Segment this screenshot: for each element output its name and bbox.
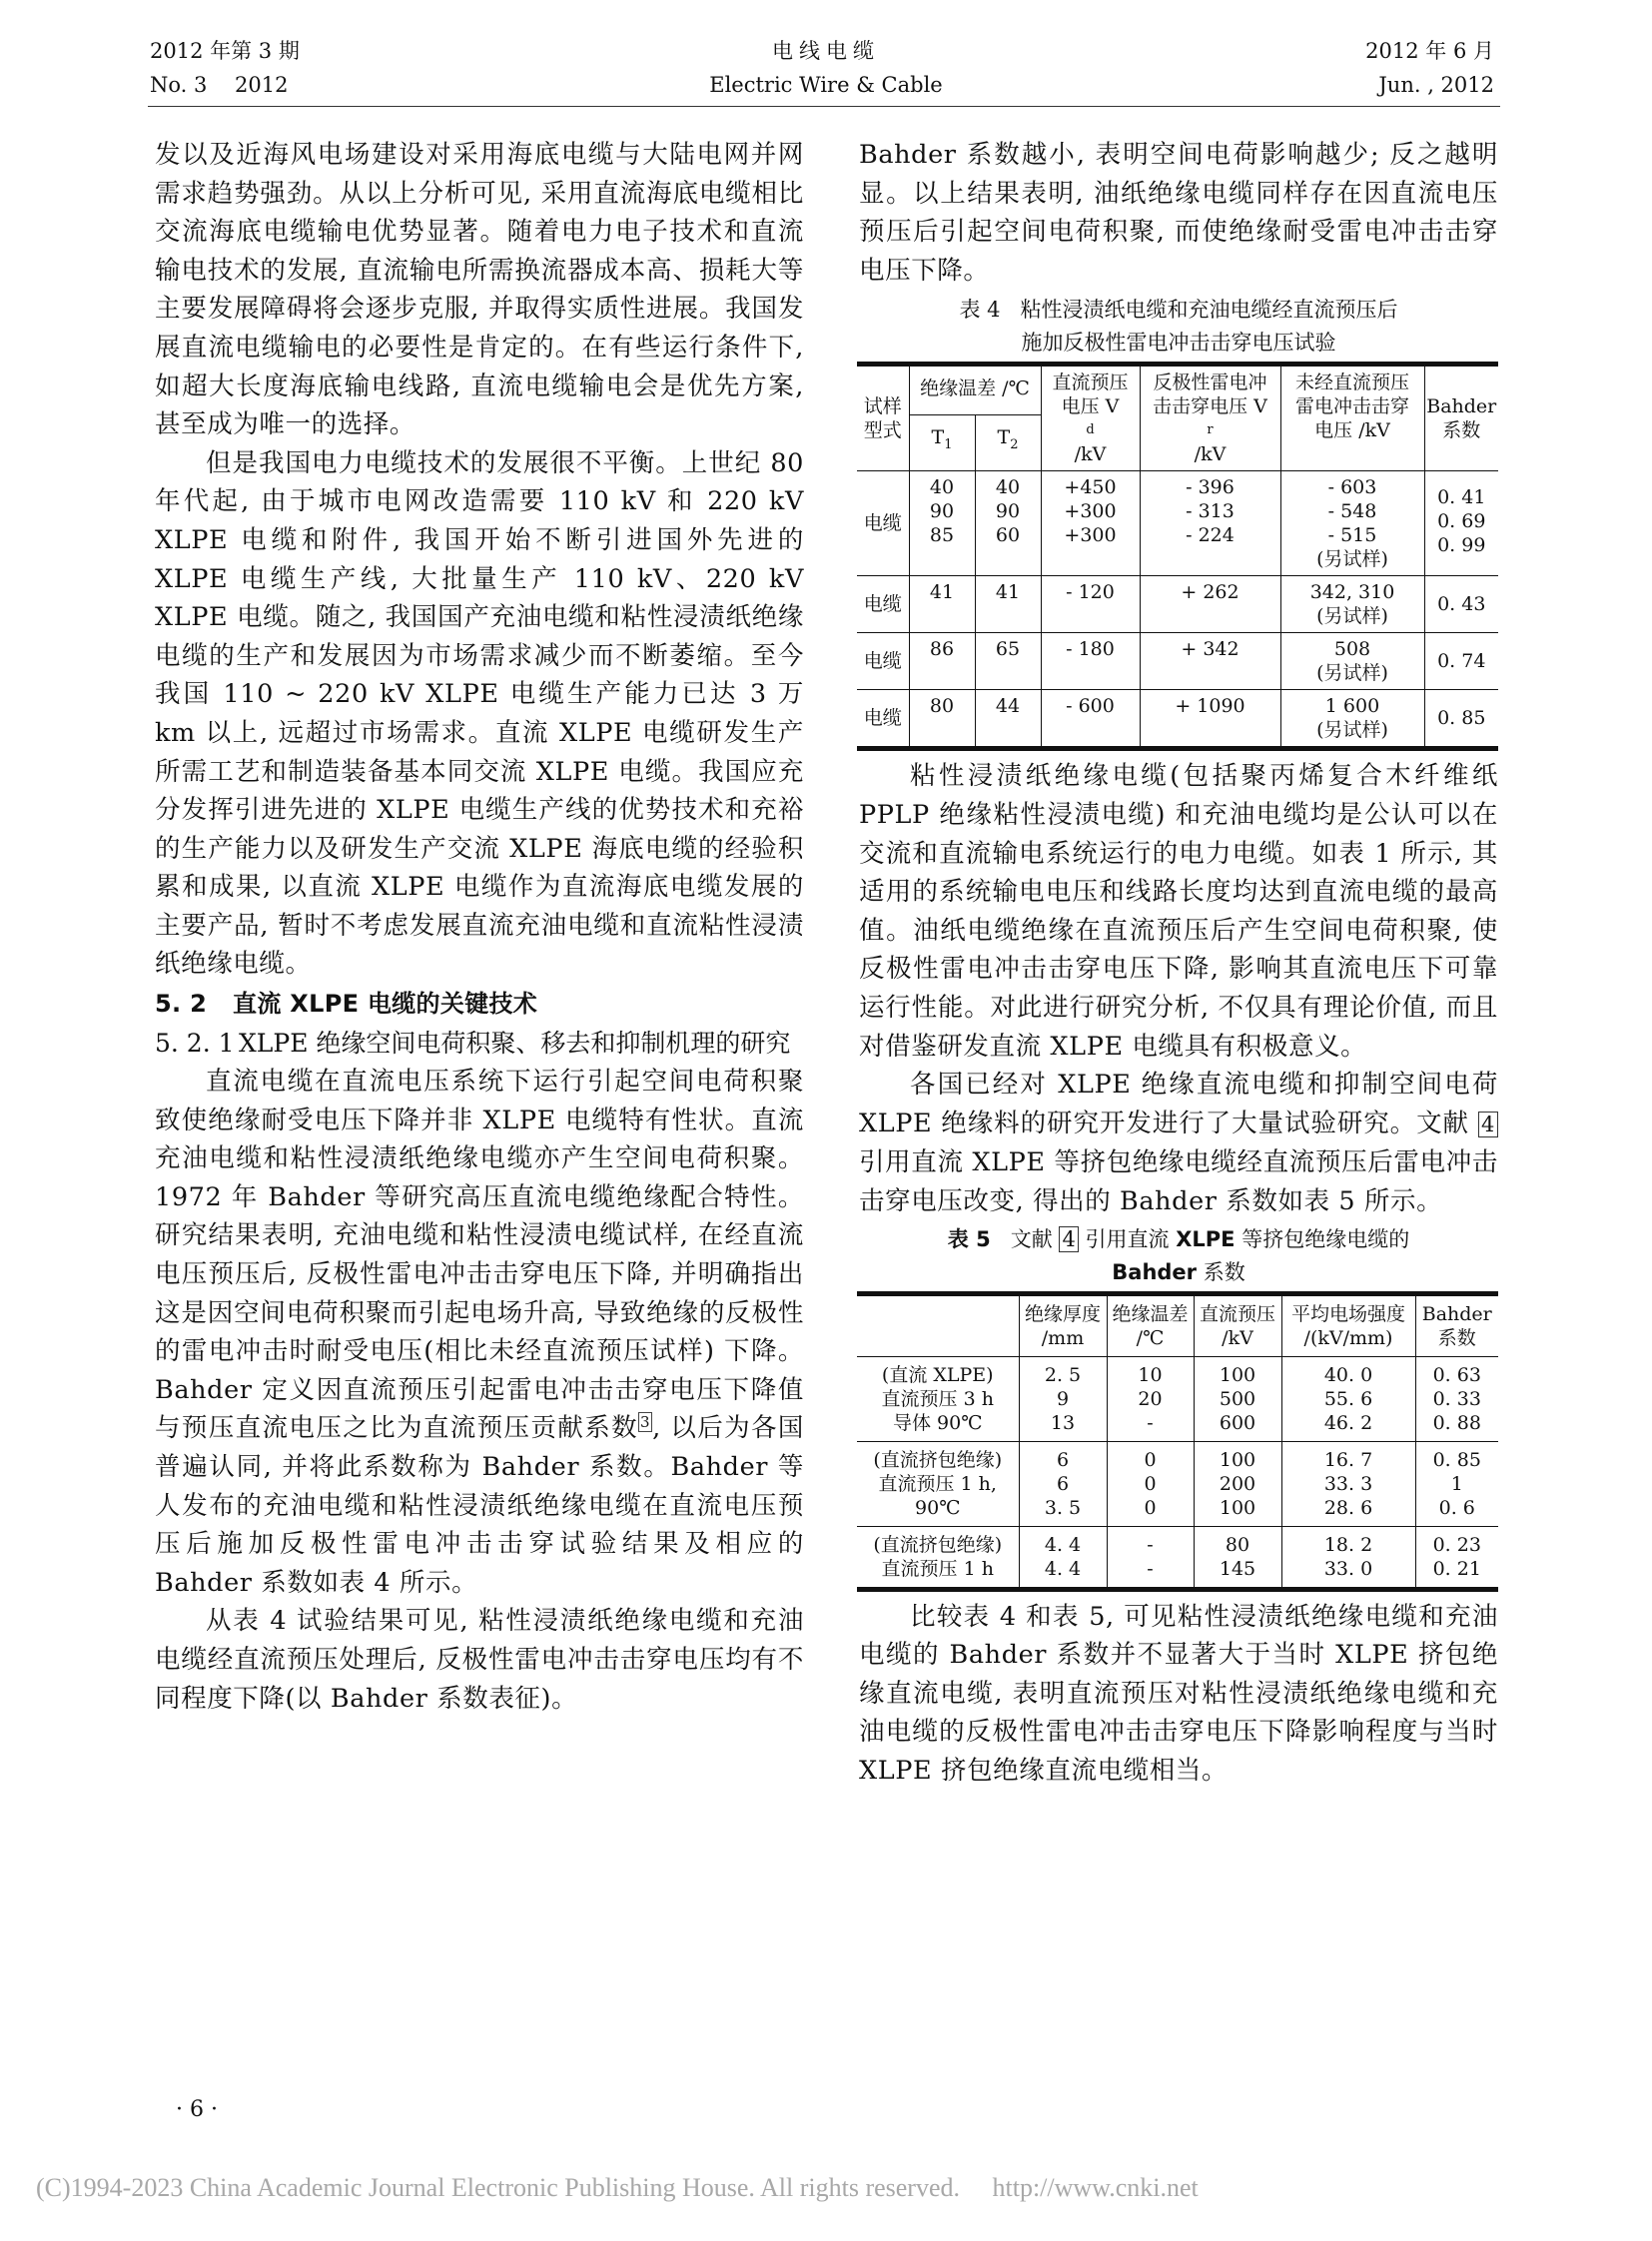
cell-value: 90 xyxy=(995,500,1021,523)
header-text: 系数 xyxy=(1437,1326,1476,1349)
cell-bahder xyxy=(1424,576,1498,633)
cell-t2 xyxy=(975,633,1041,690)
cell-value: 342, 310 xyxy=(1309,581,1395,604)
header-text: /kV xyxy=(1222,1326,1253,1349)
cell-value: (另试样) xyxy=(1316,548,1388,571)
header-text xyxy=(857,1326,1019,1350)
cell-value: 3. 5 xyxy=(1044,1496,1082,1519)
col-header-reverse-breakdown xyxy=(1140,365,1280,471)
table-5-body xyxy=(857,1356,1498,1589)
subsection-number: 5. 2. 1 xyxy=(155,1029,235,1059)
cell-value: 90 xyxy=(929,500,955,523)
cell-value: 6 xyxy=(1056,1448,1070,1471)
table-row xyxy=(857,576,1498,633)
paragraph: 发以及近海风电场建设对采用海底电缆与大陆电网并网需求趋势强劲。从以上分析可见, 采用直流海底电缆相比交流海底电缆输电优势显著。随着电力电子技术和直流输电技术的发展, 直流输电所需换流器成本高、损耗大等主要发展障碍将会逐步克服, 并取得实质性进展。我国发展直流电缆输电的必要性是肯定的。在有些运行条件下, 如超大长度海底输电线路, 直流电缆输电会是优先方案, 甚至成为唯一的选择。 xyxy=(155,140,804,440)
cell-value: 4. 4 xyxy=(1044,1533,1082,1556)
paragraph-text: 直流电缆在直流电压系统下运行引起空间电荷积聚致使绝缘耐受电压下降并非 XLPE 电缆特有性状。直流充油电缆和粘性浸渍纸绝缘电缆亦产生空间电荷积聚。1972 年 Bahder 等研究高压直流电缆绝缘配合特性。研究结果表明, 充油电缆和粘性浸渍电缆试样, 在经直流电压预压后, 反极性雷电冲击击穿电压下降, 并明确指出这是因空间电荷积聚而引起电场升高, 导致绝缘的反极性的雷电冲击时耐受电压(相比未经直流预压试样) 下降。Bahder 定义因直流预压引起雷电冲击击穿电压下降值与预压直流电压之比为直流预压贡献系数 xyxy=(155,1067,804,1444)
header-text: 直流预压 xyxy=(1052,372,1129,394)
cell-thickness xyxy=(1019,1441,1107,1526)
cell-value: 40 xyxy=(995,476,1021,499)
header-text: 雷电冲击击穿 xyxy=(1294,395,1409,418)
cell-field xyxy=(1281,1356,1415,1441)
col-header xyxy=(857,1293,1019,1356)
cell-thickness xyxy=(1019,1356,1107,1441)
paragraph-text: 各国已经对 XLPE 绝缘直流电缆和抑制空间电荷 XLPE 绝缘料的研究开发进行了大量试验研究。文献 xyxy=(859,1070,1498,1138)
cell-unpre xyxy=(1280,690,1424,749)
cell-value: 0 xyxy=(1144,1472,1157,1495)
cell-t2 xyxy=(975,471,1041,576)
cell-value: (直流 XLPE) xyxy=(881,1363,994,1386)
cell-unpre xyxy=(1280,576,1424,633)
cell-sample-type: 电缆 xyxy=(857,576,909,633)
header-text: 型式 xyxy=(863,419,902,442)
citation-ref[interactable]: 3 xyxy=(639,1412,651,1431)
table-row xyxy=(857,633,1498,690)
cell-t1 xyxy=(909,471,975,576)
table-row xyxy=(857,690,1498,749)
cell-value: - 313 xyxy=(1186,500,1235,523)
cell-value: 20 xyxy=(1138,1387,1163,1410)
cell-t2 xyxy=(975,576,1041,633)
table-5-caption xyxy=(859,1223,1498,1289)
cell-value: 0. 69 xyxy=(1437,510,1486,533)
cell-value: 41 xyxy=(995,581,1021,604)
section-title: 直流 XLPE 电缆的关键技术 xyxy=(233,990,538,1019)
cell-value: 0. 41 xyxy=(1437,486,1486,509)
running-header-right xyxy=(1365,34,1494,102)
header-text: /mm xyxy=(1041,1326,1085,1349)
header-rule xyxy=(148,106,1500,107)
cell-value: 0. 74 xyxy=(1437,650,1486,673)
cell-value: 导体 90℃ xyxy=(893,1411,983,1434)
cell-value: (另试样) xyxy=(1316,662,1388,685)
cell-vr xyxy=(1140,633,1280,690)
cell-value: 直流预压 1 h xyxy=(881,1557,994,1580)
header-text: 系数 xyxy=(1442,419,1481,442)
col-header-t1 xyxy=(909,414,975,471)
header-text xyxy=(1043,394,1139,442)
paragraph xyxy=(155,1063,804,1602)
cell-value: 90℃ xyxy=(915,1496,961,1519)
cell-bahder xyxy=(1415,1526,1498,1589)
cell-field xyxy=(1281,1441,1415,1526)
header-text: 未经直流预压 xyxy=(1294,372,1409,394)
header-text: T xyxy=(997,425,1011,448)
cell-vr xyxy=(1140,471,1280,576)
cell-value: 80 xyxy=(929,695,955,718)
cell-t2 xyxy=(975,690,1041,749)
cell-temp xyxy=(1107,1441,1194,1526)
cell-value: (直流挤包绝缘) xyxy=(873,1448,1003,1471)
cell-value: 40. 0 xyxy=(1323,1363,1373,1386)
table-row-group xyxy=(857,1441,1498,1526)
header-text: /(kV/mm) xyxy=(1303,1326,1393,1349)
subsection-title: XLPE 绝缘空间电荷积聚、移去和抑制机理的研究 xyxy=(239,1029,791,1059)
caption-text: 粘性浸渍纸电缆和充油电缆经直流预压后 xyxy=(1020,298,1398,323)
cell-value: 86 xyxy=(929,638,955,661)
paragraph xyxy=(859,1066,1498,1220)
right-column xyxy=(859,136,1498,1790)
section-heading-5-2 xyxy=(155,984,804,1024)
cell-value: 85 xyxy=(929,524,955,547)
cell-value: + 342 xyxy=(1181,638,1239,661)
paragraph: 但是我国电力电缆技术的发展很不平衡。上世纪 80 年代起, 由于城市电网改造需要 110 kV 和 220 kV XLPE 电缆和附件, 我国开始不断引进国外先进的 XLPE 电缆生产线, 大批量生产 110 kV、220 kV XLPE 电缆。随之, 我国国产充油电缆和粘性浸渍纸绝缘电缆的生产和发展因为市场需求减少而不断萎缩。至今我国 110 ~ 220 kV XLPE 电缆生产能力已达 3 万 km 以上, 远超过市场需求。直流 XLPE 电缆研发生产所需工艺和制造装备基本同交流 XLPE 电缆。我国应充分发挥引进先进的 XLPE 电缆生产线的优势技术和充裕的生产能力以及研发生产交流 XLPE 海底电缆的经验积累和成果, 以直流 XLPE 电缆作为直流海底电缆发展的主要产品, 暂时不考虑发展直流充油电缆和直流粘性浸渍纸绝缘电缆。 xyxy=(155,447,804,980)
cell-value: 41 xyxy=(929,581,955,604)
table-4-body xyxy=(857,471,1498,749)
cell-unpre xyxy=(1280,471,1424,576)
header-text: Bahder xyxy=(1426,395,1497,418)
table-row-group xyxy=(857,1356,1498,1441)
copyright-footer: (C)1994-2023 China Academic Journal Electronic Publishing House. All rights reserved. http://www.cnki.net xyxy=(36,2173,1199,2202)
table-row xyxy=(857,471,1498,576)
cell-value: 16. 7 xyxy=(1323,1448,1373,1471)
cell-value: (直流挤包绝缘) xyxy=(873,1533,1003,1556)
cell-temp xyxy=(1107,1356,1194,1441)
cell-value: - xyxy=(1147,1557,1154,1580)
cell-value: 44 xyxy=(995,695,1021,718)
subscript: 1 xyxy=(944,436,953,452)
cell-bahder xyxy=(1424,633,1498,690)
table-5-header-row xyxy=(857,1293,1498,1356)
cell-value: - 548 xyxy=(1327,500,1377,523)
cell-bahder xyxy=(1424,690,1498,749)
cell-value: 10 xyxy=(1138,1363,1163,1386)
section-number: 5. 2 xyxy=(155,990,208,1019)
cell-vr xyxy=(1140,690,1280,749)
paragraph: 粘性浸渍纸绝缘电缆(包括聚丙烯复合木纤维纸 PPLP 绝缘粘性浸渍电缆) 和充油电缆均是公认可以在交流和直流输电系统运行的电力电缆。如表 1 所示, 其适用的系统输电电压和线路长度均达到直流电缆的最高值。油纸电缆绝缘在直流预压后产生空间电荷积聚, 使反极性雷电冲击击穿电压下降, 影响其直流电压下可靠运行性能。对此进行研究分析, 不仅具有理论价值, 而且对借鉴研发直流 XLPE 电缆具有积极意义。 xyxy=(859,761,1498,1062)
cell-value: - 515 xyxy=(1327,524,1377,547)
header-text: T xyxy=(931,425,945,448)
issue-en: No. 3 2012 xyxy=(150,73,289,97)
cell-value: 1 600 xyxy=(1324,695,1380,718)
cell-pre xyxy=(1194,1526,1281,1589)
cell-value: 直流预压 3 h xyxy=(881,1387,994,1410)
table-row-group xyxy=(857,1526,1498,1589)
cell-value: (另试样) xyxy=(1316,719,1388,742)
cell-value: 145 xyxy=(1219,1557,1256,1580)
cell-value: 200 xyxy=(1219,1472,1256,1495)
cell-value: 600 xyxy=(1219,1411,1256,1434)
caption-text: Bahder xyxy=(1112,1259,1198,1284)
cell-value: 6 xyxy=(1056,1472,1070,1495)
cell-value: 100 xyxy=(1219,1496,1256,1519)
cell-value: - 120 xyxy=(1066,581,1115,604)
header-text: 击击穿电压 V xyxy=(1153,395,1267,418)
cell-value: 9 xyxy=(1056,1387,1070,1410)
subsection-heading-5-2-1 xyxy=(155,1024,804,1063)
cell-value: 46. 2 xyxy=(1323,1411,1373,1434)
header-text: 绝缘温差 xyxy=(1112,1302,1189,1325)
cell-bahder xyxy=(1424,471,1498,576)
cell-value: 0. 85 xyxy=(1432,1448,1481,1471)
cell-vr xyxy=(1140,576,1280,633)
cell-value: 100 xyxy=(1219,1448,1256,1471)
cell-value: 60 xyxy=(995,524,1021,547)
cell-value: 18. 2 xyxy=(1323,1533,1373,1556)
header-text: 电压 /kV xyxy=(1314,419,1390,442)
cell-thickness xyxy=(1019,1526,1107,1589)
cell-t1 xyxy=(909,576,975,633)
cell-value: 0 xyxy=(1144,1448,1157,1471)
col-header xyxy=(1019,1293,1107,1356)
cell-value: - 603 xyxy=(1327,476,1377,499)
cell-label xyxy=(857,1441,1019,1526)
col-header-sample-type xyxy=(857,365,909,471)
header-text: 电压 V xyxy=(1061,395,1120,418)
journal-title-en: Electric Wire & Cable xyxy=(709,73,943,97)
subscript: r xyxy=(1207,422,1214,438)
cell-vd xyxy=(1041,633,1140,690)
header-text: 直流预压 xyxy=(1199,1302,1275,1325)
subscript: 2 xyxy=(1010,436,1019,452)
cell-value: 0. 99 xyxy=(1437,534,1486,557)
cell-value: - 224 xyxy=(1186,524,1235,547)
cell-label xyxy=(857,1356,1019,1441)
header-text: 绝缘厚度 xyxy=(1024,1302,1101,1325)
cell-value: 0. 23 xyxy=(1432,1533,1481,1556)
caption-text: 等挤包绝缘电缆的 xyxy=(1241,1226,1410,1251)
cell-bahder xyxy=(1415,1356,1498,1441)
cell-temp xyxy=(1107,1526,1194,1589)
col-header xyxy=(1194,1293,1281,1356)
cell-value: - xyxy=(1147,1411,1154,1434)
col-header-dc-pre-voltage xyxy=(1041,365,1140,471)
table-label: 表 5 xyxy=(947,1226,991,1251)
date-cn: 2012 年 6 月 xyxy=(1365,39,1494,63)
cell-value: 33. 3 xyxy=(1323,1472,1373,1495)
caption-text: XLPE xyxy=(1176,1226,1236,1251)
cell-pre xyxy=(1194,1356,1281,1441)
cell-sample-type: 电缆 xyxy=(857,633,909,690)
cell-value: 508 xyxy=(1333,638,1371,661)
header-text: 绝缘温差 /℃ xyxy=(920,377,1030,400)
table-4 xyxy=(857,362,1498,751)
cell-value: (另试样) xyxy=(1316,605,1388,628)
cell-value: 0. 33 xyxy=(1432,1387,1481,1410)
paragraph: 比较表 4 和表 5, 可见粘性浸渍纸绝缘电缆和充油电缆的 Bahder 系数并不显著大于当时 XLPE 挤包绝缘直流电缆, 表明直流预压对粘性浸渍纸绝缘电缆和充油电缆的反极性雷电冲击击穿电压下降影响程度与当时 XLPE 挤包绝缘直流电缆相当。 xyxy=(859,1601,1498,1786)
table-5 xyxy=(857,1291,1498,1592)
table-label: 表 4 xyxy=(959,298,1001,323)
header-text xyxy=(857,1302,1019,1326)
page-number: · 6 · xyxy=(176,2097,218,2122)
cell-value: +300 xyxy=(1064,500,1117,523)
cell-value: 55. 6 xyxy=(1323,1387,1373,1410)
col-header xyxy=(1107,1293,1194,1356)
cell-value: - 600 xyxy=(1066,695,1115,718)
cell-value: - 396 xyxy=(1186,476,1235,499)
caption-text: 施加反极性雷电冲击击穿电压试验 xyxy=(1021,331,1336,356)
cell-sample-type: 电缆 xyxy=(857,471,909,576)
cell-value: +450 xyxy=(1064,476,1117,499)
cell-value: 13 xyxy=(1050,1411,1076,1434)
caption-text: 系数 xyxy=(1203,1259,1245,1284)
cell-value: 100 xyxy=(1219,1363,1256,1386)
cell-value: +300 xyxy=(1064,524,1117,547)
col-header-unprestressed-breakdown xyxy=(1280,365,1424,471)
caption-text: 文献 xyxy=(1010,1226,1053,1251)
header-text: /kV xyxy=(1194,443,1227,466)
cell-sample-type: 电缆 xyxy=(857,690,909,749)
cell-vd xyxy=(1041,576,1140,633)
header-text: 反极性雷电冲 xyxy=(1153,372,1267,394)
cell-value: 4. 4 xyxy=(1044,1557,1082,1580)
cell-value: 0. 6 xyxy=(1438,1496,1475,1519)
header-text: Bahder xyxy=(1421,1302,1492,1325)
cell-value: 80 xyxy=(1225,1533,1250,1556)
col-header-bahder xyxy=(1424,365,1498,471)
cell-unpre xyxy=(1280,633,1424,690)
paragraph: Bahder 系数越小, 表明空间电荷影响越少; 反之越明显。以上结果表明, 油纸绝缘电缆同样存在因直流电压预压后引起空间电荷积聚, 而使绝缘耐受雷电冲击击穿电压下降。 xyxy=(859,140,1498,286)
col-header xyxy=(1281,1293,1415,1356)
caption-text: 引用直流 xyxy=(1085,1226,1170,1251)
cell-value: 28. 6 xyxy=(1323,1496,1373,1519)
cell-value: 33. 0 xyxy=(1323,1557,1373,1580)
citation-ref[interactable]: 4 xyxy=(1059,1226,1078,1252)
header-text: /kV xyxy=(1074,443,1107,466)
cell-value: 0 xyxy=(1144,1496,1157,1519)
cell-value: - 180 xyxy=(1066,638,1115,661)
cell-value: 40 xyxy=(929,476,955,499)
date-en: Jun. , 2012 xyxy=(1378,73,1494,97)
cell-value: 0. 43 xyxy=(1437,593,1486,616)
header-text: /℃ xyxy=(1136,1326,1165,1349)
left-column xyxy=(155,136,804,1718)
table-4-caption xyxy=(859,294,1498,360)
cell-value: 1 xyxy=(1450,1472,1463,1495)
col-header-t2 xyxy=(975,414,1041,471)
cell-value: 500 xyxy=(1219,1387,1256,1410)
cell-value: 0. 63 xyxy=(1432,1363,1481,1386)
cell-bahder xyxy=(1415,1441,1498,1526)
cell-field xyxy=(1281,1526,1415,1589)
cell-t1 xyxy=(909,690,975,749)
cell-pre xyxy=(1194,1441,1281,1526)
paragraph-text: 引用直流 XLPE 等挤包绝缘电缆经直流预压后雷电冲击击穿电压改变, 得出的 Bahder 系数如表 5 所示。 xyxy=(859,1147,1498,1216)
cell-t1 xyxy=(909,633,975,690)
paragraph: 从表 4 试验结果可见, 粘性浸渍纸绝缘电缆和充油电缆经直流预压处理后, 反极性雷电冲击击穿电压均有不同程度下降(以 Bahder 系数表征)。 xyxy=(155,1606,804,1714)
cell-value: 0. 88 xyxy=(1432,1411,1481,1434)
header-text xyxy=(1142,394,1279,442)
subscript: d xyxy=(1086,422,1095,438)
cell-value: + 262 xyxy=(1181,581,1239,604)
journal-title-cn: 电线电缆 xyxy=(772,39,880,63)
cell-value: 65 xyxy=(995,638,1021,661)
col-header-temp-diff xyxy=(909,365,1041,414)
paragraph-text: , 以后为各国普遍认同, 并将此系数称为 Bahder 系数。Bahder 等人发布的充油电缆和粘性浸渍纸绝缘电缆在直流电压预压后施加反极性雷电冲击击穿试验结果及相应的 Bahder 系数如表 4 所示。 xyxy=(155,1413,804,1598)
cell-value: + 1090 xyxy=(1175,695,1245,718)
cell-label xyxy=(857,1526,1019,1589)
issue-cn: 2012 年第 3 期 xyxy=(150,39,300,63)
cell-vd xyxy=(1041,471,1140,576)
cell-value: 0. 21 xyxy=(1432,1557,1481,1580)
header-text: 试样 xyxy=(863,395,902,418)
cell-value: - xyxy=(1147,1533,1154,1556)
cell-value: 直流预压 1 h, xyxy=(878,1472,997,1495)
cell-value: 0. 85 xyxy=(1437,707,1486,730)
citation-ref[interactable]: 4 xyxy=(1478,1112,1498,1137)
col-header xyxy=(1415,1293,1498,1356)
cell-value: 2. 5 xyxy=(1044,1363,1082,1386)
header-text: 平均电场强度 xyxy=(1290,1302,1405,1325)
cell-vd xyxy=(1041,690,1140,749)
